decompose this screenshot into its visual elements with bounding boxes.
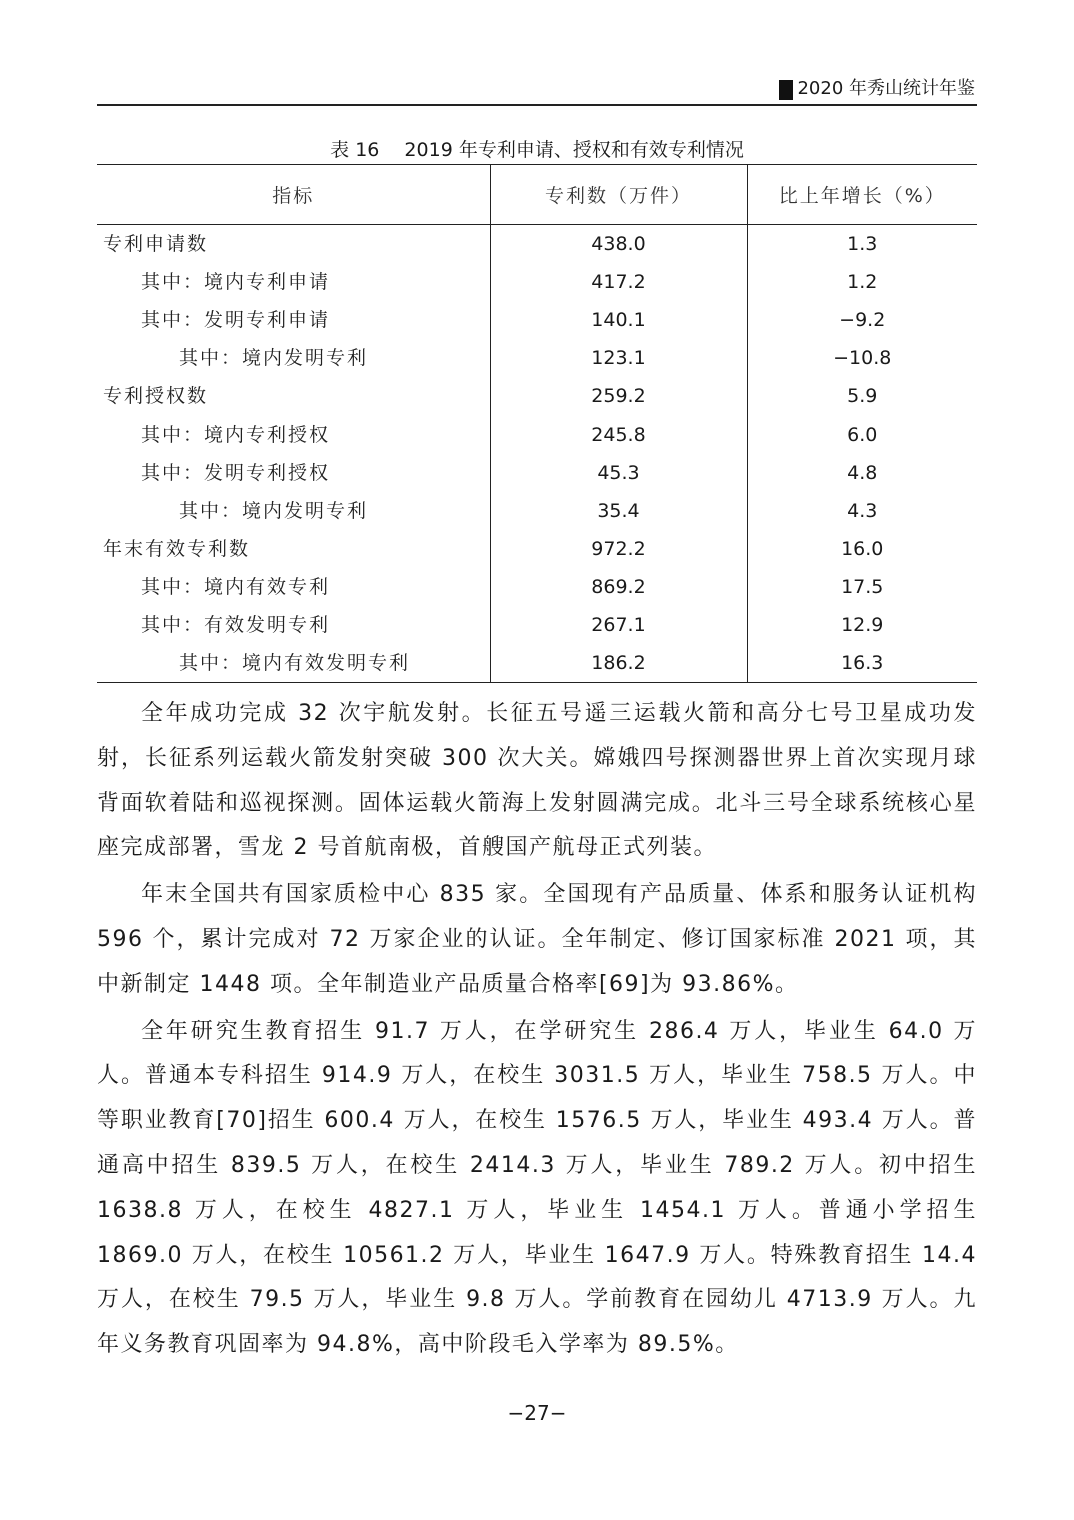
table-row [97,454,977,492]
table-row [97,415,977,453]
row-growth: −9.2 [747,301,977,339]
row-label: 其中：有效发明专利 [141,614,331,637]
header-block-mark [779,80,793,100]
row-count: 438.0 [490,225,747,263]
row-growth: 4.3 [747,492,977,530]
table-row [97,263,977,301]
column-header-growth: 比上年增长（%） [747,165,977,225]
row-label: 年末有效专利数 [103,538,251,561]
row-growth: 17.5 [747,568,977,606]
row-count: 186.2 [490,645,747,683]
column-header-indicator: 指标 [97,165,490,225]
row-count: 259.2 [490,377,747,415]
row-growth: 1.2 [747,263,977,301]
row-label: 专利申请数 [103,232,209,255]
table-header-row [97,165,977,225]
row-count: 45.3 [490,454,747,492]
row-count: 245.8 [490,415,747,453]
row-label: 其中：境内发明专利 [179,347,369,370]
paragraph-quality: 年末全国共有国家质检中心 835 家。全国现有产品质量、体系和服务认证机构 596 个，累计完成对 72 万家企业的认证。全年制定、修订国家标准 2021 项，其中新制定 1448 项。全年制造业产品质量合格率[69]为 93.86%。 [97,882,977,997]
row-count: 140.1 [490,301,747,339]
column-header-count: 专利数（万件） [490,165,747,225]
row-growth: 4.8 [747,454,977,492]
row-label: 其中：境内有效发明专利 [97,645,490,683]
table-row [97,377,977,415]
row-growth: 16.3 [747,645,977,683]
row-label: 专利授权数 [103,385,209,408]
row-growth: −10.8 [747,339,977,377]
paragraph-education: 全年研究生教育招生 91.7 万人，在学研究生 286.4 万人，毕业生 64.0 万人。普通本专科招生 914.9 万人，在校生 3031.5 万人，毕业生 758.5 万人。中等职业教育[70]招生 600.4 万人，在校生 1576.5 万人，毕业生 493.4 万人。普通高中招生 839.5 万人，在校生 2414.3 万人，毕业生 789.2 万人。初中招生 1638.8 万人，在校生 4827.1 万人，毕业生 1454.1 万人。普通小学招生 1869.0 万人，在校生 10561.2 万人，毕业生 1647.9 万人。特殊教育招生 14.4 万人，在校生 79.5 万人，毕业生 9.8 万人。学前教育在园幼儿 4713.9 万人。九年义务教育巩固率为 94.8%，高中阶段毛入学率为 89.5%。 [97,1018,977,1358]
page-number: −27− [507,1401,567,1425]
table-row [97,492,977,530]
row-count: 417.2 [490,263,747,301]
row-label: 其中：境内专利授权 [141,423,331,446]
row-label: 其中：境内发明专利 [179,499,369,522]
table-row [97,645,977,683]
running-header [97,74,977,106]
row-growth: 1.3 [747,225,977,263]
row-growth: 12.9 [747,606,977,644]
table-row [97,530,977,568]
row-count: 123.1 [490,339,747,377]
row-label: 其中：境内专利申请 [141,270,331,293]
table-row [97,339,977,377]
row-growth: 16.0 [747,530,977,568]
patent-table [97,164,977,683]
table-row [97,225,977,263]
row-label: 其中：境内有效专利 [141,576,331,599]
table-title: 表 16 2019 年专利申请、授权和有效专利情况 [330,139,744,161]
table-row [97,568,977,606]
row-count: 35.4 [490,492,747,530]
body-text [97,692,977,1370]
row-count: 267.1 [490,606,747,644]
row-growth: 6.0 [747,415,977,453]
header-title: 2020 年秀山统计年鉴 [797,78,975,99]
row-count: 869.2 [490,568,747,606]
row-count: 972.2 [490,530,747,568]
table-row [97,606,977,644]
table-row [97,301,977,339]
row-label: 其中：发明专利申请 [141,308,331,331]
paragraph-aerospace: 全年成功完成 32 次宇航发射。长征五号遥三运载火箭和高分七号卫星成功发射，长征系列运载火箭发射突破 300 次大关。嫦娥四号探测器世界上首次实现月球背面软着陆和巡视探测。固体运载火箭海上发射圆满完成。北斗三号全球系统核心星座完成部署，雪龙 2 号首航南极，首艘国产航母正式列装。 [97,701,977,861]
row-label: 其中：发明专利授权 [141,461,331,484]
row-growth: 5.9 [747,377,977,415]
